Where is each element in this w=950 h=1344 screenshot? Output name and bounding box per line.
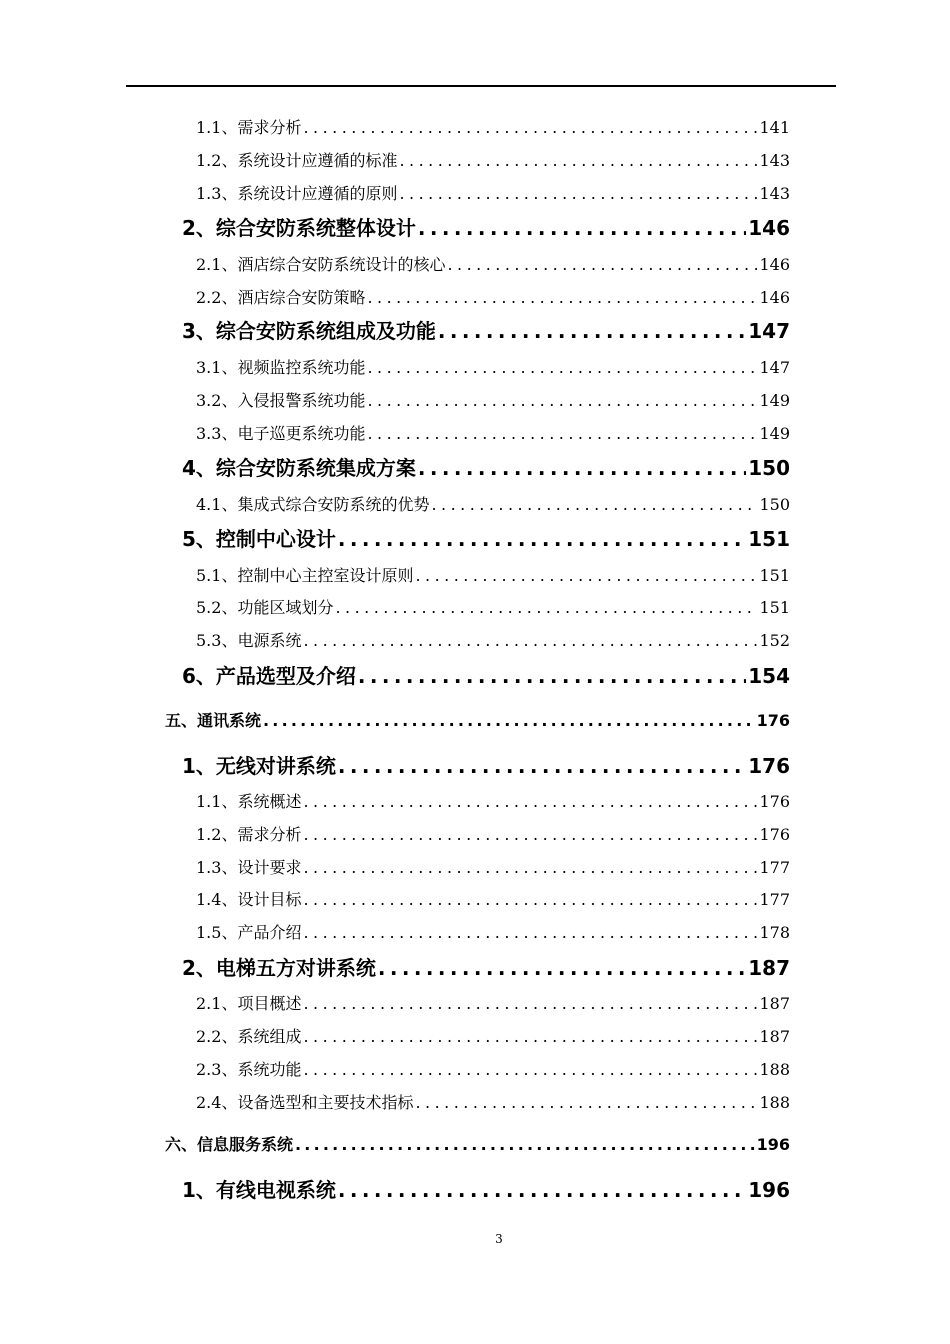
toc-entry[interactable] [196, 630, 790, 652]
toc-entry-page: 143 [759, 184, 790, 203]
toc-leader-dots [378, 954, 746, 982]
toc-entry-label: 2.2、酒店综合安防策略 [196, 288, 366, 307]
toc-leader-dots [335, 597, 757, 619]
toc-leader-dots [338, 525, 746, 553]
toc-entry[interactable] [196, 922, 790, 944]
toc-leader-dots [303, 922, 757, 944]
toc-entry[interactable] [196, 597, 790, 619]
toc-leader-dots [418, 214, 746, 242]
toc-entry[interactable] [196, 791, 790, 813]
toc-entry[interactable] [182, 317, 790, 345]
toc-entry-label: 1.4、设计目标 [196, 890, 302, 909]
toc-entry-page: 151 [759, 566, 790, 585]
toc-leader-dots [303, 117, 757, 139]
toc-entry-page: 151 [748, 527, 790, 551]
toc-entry-page: 187 [748, 956, 790, 980]
toc-entry-label: 5、控制中心设计 [182, 527, 336, 551]
toc-entry-label: 五、通讯系统 [165, 711, 262, 730]
toc-leader-dots [303, 824, 757, 846]
toc-entry[interactable] [165, 1134, 790, 1156]
toc-entry-page: 154 [748, 664, 790, 688]
toc-leader-dots [303, 1026, 757, 1048]
toc-entry-page: 176 [759, 792, 790, 811]
toc-entry-page: 177 [759, 890, 790, 909]
toc-entry[interactable] [182, 525, 790, 553]
toc-entry-label: 3.2、入侵报警系统功能 [196, 391, 366, 410]
toc-entry-page: 146 [748, 216, 790, 240]
page-number: 3 [495, 1232, 503, 1246]
toc-leader-dots [415, 1092, 757, 1114]
toc-entry-label: 5.2、功能区域划分 [196, 598, 334, 617]
toc-entry-label: 1.2、需求分析 [196, 825, 302, 844]
toc-entry-page: 178 [759, 923, 790, 942]
toc-entry[interactable] [196, 150, 790, 172]
toc-entry[interactable] [182, 954, 790, 982]
toc-entry[interactable] [182, 662, 790, 690]
toc-leader-dots [303, 791, 757, 813]
toc-entry-page: 147 [748, 319, 790, 343]
toc-entry-label: 2.1、酒店综合安防系统设计的核心 [196, 255, 446, 274]
toc-entry-page: 143 [759, 151, 790, 170]
toc-entry[interactable] [196, 254, 790, 276]
toc-entry[interactable] [196, 183, 790, 205]
toc-leader-dots [367, 423, 757, 445]
toc-entry[interactable] [196, 494, 790, 516]
toc-leader-dots [447, 254, 757, 276]
toc-entry[interactable] [196, 1026, 790, 1048]
toc-entry-page: 188 [759, 1060, 790, 1079]
toc-entry-label: 5.1、控制中心主控室设计原则 [196, 566, 414, 585]
toc-entry-label: 3.3、电子巡更系统功能 [196, 424, 366, 443]
toc-leader-dots [418, 454, 746, 482]
toc-leader-dots [399, 150, 757, 172]
toc-entry-label: 5.3、电源系统 [196, 631, 302, 650]
header-rule [126, 85, 836, 87]
toc-entry-label: 1.3、系统设计应遵循的原则 [196, 184, 398, 203]
toc-entry[interactable] [196, 357, 790, 379]
toc-entry-label: 3.1、视频监控系统功能 [196, 358, 366, 377]
toc-entry-page: 176 [756, 711, 790, 730]
toc-entry-page: 141 [759, 118, 790, 137]
toc-entry[interactable] [196, 824, 790, 846]
toc-leader-dots [399, 183, 757, 205]
toc-entry-page: 150 [759, 495, 790, 514]
toc-entry-label: 2.1、项目概述 [196, 994, 302, 1013]
toc-leader-dots [338, 752, 746, 780]
toc-leader-dots [303, 993, 757, 1015]
toc-entry-label: 1.1、需求分析 [196, 118, 302, 137]
toc-entry-page: 187 [759, 994, 790, 1013]
toc-entry-page: 149 [759, 424, 790, 443]
toc-entry-page: 147 [759, 358, 790, 377]
toc-entry-label: 2、综合安防系统整体设计 [182, 216, 416, 240]
toc-leader-dots [415, 565, 757, 587]
toc-entry[interactable] [196, 565, 790, 587]
toc-entry-page: 188 [759, 1093, 790, 1112]
toc-entry[interactable] [196, 423, 790, 445]
toc-entry-label: 6、产品选型及介绍 [182, 664, 356, 688]
toc-entry-label: 4、综合安防系统集成方案 [182, 456, 416, 480]
toc-entry-label: 1.2、系统设计应遵循的标准 [196, 151, 398, 170]
toc-entry-label: 1、无线对讲系统 [182, 754, 336, 778]
toc-entry-label: 1、有线电视系统 [182, 1178, 336, 1202]
toc-entry-label: 2、电梯五方对讲系统 [182, 956, 376, 980]
toc-leader-dots [438, 317, 746, 345]
toc-entry-label: 1.5、产品介绍 [196, 923, 302, 942]
toc-leader-dots [367, 357, 757, 379]
toc-entry[interactable] [196, 889, 790, 911]
toc-leader-dots [367, 287, 757, 309]
toc-entry-label: 2.3、系统功能 [196, 1060, 302, 1079]
toc-leader-dots [338, 1176, 746, 1204]
toc-entry-page: 176 [748, 754, 790, 778]
toc-entry[interactable] [196, 390, 790, 412]
toc-entry-page: 177 [759, 858, 790, 877]
toc-leader-dots [367, 390, 757, 412]
toc-entry-page: 187 [759, 1027, 790, 1046]
toc-entry-label: 1.3、设计要求 [196, 858, 302, 877]
toc-entry[interactable] [196, 993, 790, 1015]
toc-entry-page: 149 [759, 391, 790, 410]
toc-leader-dots [303, 889, 757, 911]
toc-entry-label: 4.1、集成式综合安防系统的优势 [196, 495, 430, 514]
toc-entry[interactable] [165, 710, 790, 732]
toc-entry-page: 196 [748, 1178, 790, 1202]
toc-leader-dots [263, 710, 755, 732]
toc-entry[interactable] [196, 1092, 790, 1114]
toc-leader-dots [358, 662, 746, 690]
toc-entry[interactable] [182, 1176, 790, 1204]
toc-leader-dots [303, 1059, 757, 1081]
toc-entry-page: 150 [748, 456, 790, 480]
toc-entry-label: 六、信息服务系统 [165, 1135, 294, 1154]
toc-entry[interactable] [182, 454, 790, 482]
toc-entry[interactable] [196, 1059, 790, 1081]
toc-entry-page: 176 [759, 825, 790, 844]
toc-entry-label: 2.4、设备选型和主要技术指标 [196, 1093, 414, 1112]
toc-entry-label: 3、综合安防系统组成及功能 [182, 319, 436, 343]
toc-entry-page: 146 [759, 288, 790, 307]
toc-entry-page: 146 [759, 255, 790, 274]
toc-entry-page: 196 [756, 1135, 790, 1154]
toc-entry-page: 152 [759, 631, 790, 650]
toc-entry[interactable] [196, 857, 790, 879]
toc-leader-dots [303, 857, 757, 879]
toc-leader-dots [303, 630, 757, 652]
toc-entry-label: 1.1、系统概述 [196, 792, 302, 811]
toc-entry-page: 151 [759, 598, 790, 617]
toc-entry[interactable] [196, 287, 790, 309]
toc-entry-label: 2.2、系统组成 [196, 1027, 302, 1046]
toc-entry[interactable] [182, 752, 790, 780]
toc-entry[interactable] [182, 214, 790, 242]
toc-leader-dots [431, 494, 757, 516]
toc-entry[interactable] [196, 117, 790, 139]
toc-leader-dots [295, 1134, 755, 1156]
